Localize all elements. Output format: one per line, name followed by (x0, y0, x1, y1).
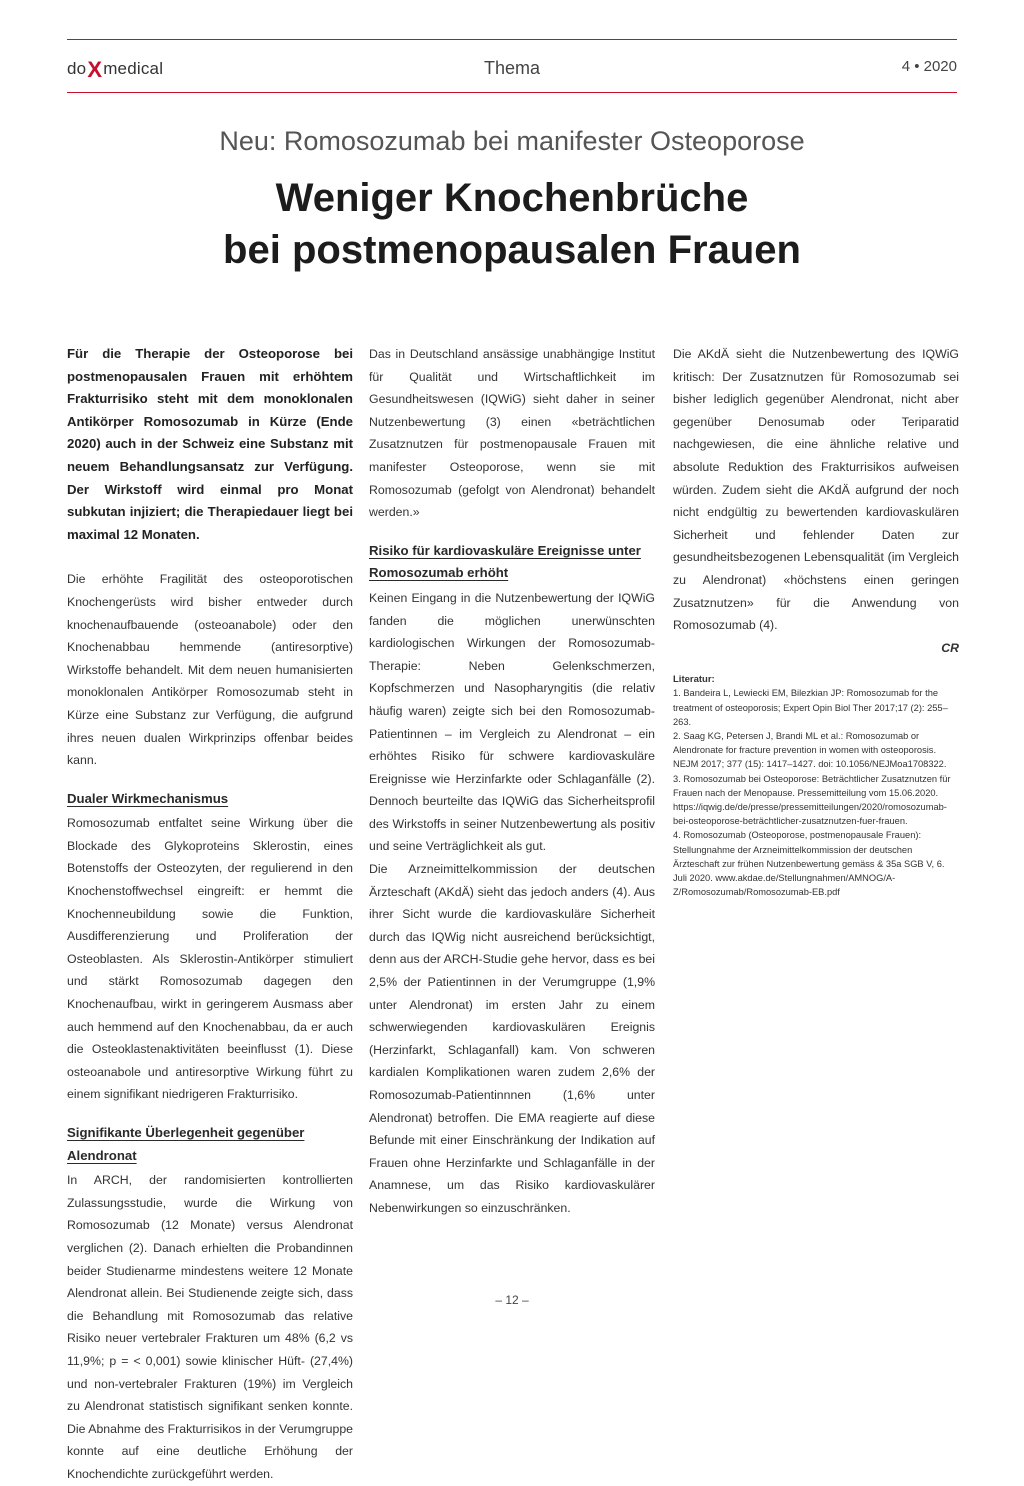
logo-text-post: medical (103, 59, 164, 78)
text-column-3 (673, 343, 959, 899)
logo-x-mark: X (87, 57, 103, 82)
page-number: – 12 – (495, 1293, 529, 1307)
paragraph-akda-critique: Die AKdÄ sieht die Nutzenbewertung des IQWiG kritisch: Der Zusatznutzen für Romosozumab sei bisher lediglich gegenüber Alendronat, nicht aber gegenüber Denosumab oder Teriparatid nachgewiesen, die eine ähnliche relative und absolute Reduktion des Frakturrisikos aufweisen würden. Zudem sieht die AKdÄ aufgrund der noch nicht endgültig zu bewertenden kardiovaskulären Sicherheit und fehlender Daten zur gesundheitsbezogenen Lebensqualität (im Vergleich zu Alendronat) «höchstens einen geringen Zusatznutzen» für die Anwendung von Romosozumab (4). (673, 347, 959, 633)
paragraph-mechanism: Romosozumab entfaltet seine Wirkung über die Blockade des Glykoproteins Sklerostin, eines Botenstoffs der Osteozyten, der regulierend in den Knochenstoffwechsel eingreift: er hemmt die Knochenneubildung sowie die Funktion, Ausdifferenzierung und Proliferation der Osteoblasten. Als Sklerostin-Antikörper stimuliert und stärkt Romosozumab dagegen den Knochenaufbau, wirkt in geringerem Ausmass aber auch hemmend auf den Knochenabbau, da er auch die Osteoklastenaktivitäten beeinflusst (1). Diese osteoanabole und antiresorptive Wirkung führt zu einem signifikant niedrigeren Frakturrisiko. (67, 816, 353, 1102)
logo-text-pre: do (67, 59, 87, 78)
literature-item: 1. Bandeira L, Lewiecki EM, Bilezkian JP: Romosozumab for the treatment of osteoporosis; Expert Opin Biol Ther 2017;17 (2): 255–263. (673, 688, 948, 727)
literature-title: Literatur: (673, 674, 715, 686)
header-bottom-rule (67, 92, 957, 93)
text-column-1 (67, 343, 353, 1486)
lead-paragraph: Für die Therapie der Osteoporose bei postmenopausalen Frauen mit erhöhtem Frakturrisiko steht mit dem monoklonalen Antikörper Romosozumab in Kürze (Ende 2020) auch in der Schweiz eine Substanz mit neuem Behandlungsansatz zur Verfügung. Der Wirkstoff wird einmal pro Monat subkutan injiziert; die Therapiedauer liegt bei maximal 12 Monaten. (67, 346, 353, 542)
literature-item: 3. Romosozumab bei Osteoporose: Beträchtlicher Zusatznutzen für Frauen nach der Menopause. Pressemitteilung vom 15.06.2020. https://iqwig.de/de/presse/pressemitteilungen/2020/romosozumab-bei-osteoporose-beträchtlicher-zusatznutzen-fuer-frauen. (673, 773, 951, 827)
subheading-cardio-risk: Risiko für kardiovaskuläre Ereignisse unter Romosozumab erhöht (369, 542, 641, 581)
header-top-rule (67, 39, 957, 40)
paragraph-akda: Die Arzneimittelkommission der deutschen Ärzteschaft (AKdÄ) sieht das jedoch anders (4). Aus ihrer Sicht wurde die kardiovaskuläre Sicherheit durch das IQWig nicht ausreichend berücksichtigt, denn aus der ARCH-Studie gehe hervor, dass es bei 2,5% der Patientinnen in der Verumgruppe (1,9% unter Alendronat) im ersten Jahr zu einem schwerwiegenden kardiovaskulären Ereignis (Herzinfarkt, Schlaganfall) kam. Von schweren kardialen Komplikationen waren zudem 2,6% der Romosozumab-Patientinnnen (1,6% unter Alendronat) betroffen. Die EMA reagierte auf diese Befunde mit einer Einschränkung der Indikation auf Frauen ohne Herzinfarkte und Schlaganfälle in der Anamnese, um das Risiko kardiovaskulärer Nebenwirkungen so einzuschränken. (369, 862, 655, 1215)
issue-number: 4 • 2020 (901, 58, 957, 75)
literature-list (673, 686, 959, 899)
section-label: Thema (483, 58, 541, 78)
paragraph-cardio: Keinen Eingang in die Nutzenbewertung der IQWiG fanden die möglichen unerwünschten kardiologischen Wirkungen der Romosozumab-Therapie: Neben Gelenkschmerzen, Kopfschmerzen und Nasopharyngitis (die relativ häufig waren) zeigte sich bei den Romosozumab-Patientinnen – im Vergleich zu Alendronat – ein erhöhtes Risiko für schwere kardiovaskuläre Ereignisse wie Herzinfarkte oder Schlaganfälle (2). Dennoch beurteilte das IQWiG das Sicherheitsprofil des Wirkstoffs in seiner Nutzenbewertung als positiv und seine Verträglichkeit als gut. (369, 590, 655, 854)
article-headline (0, 172, 1024, 276)
literature-item: 4. Romosozumab (Osteoporose, postmenopausale Frauen): Stellungnahme der Arzneimittelkommission der deutschen Ärzteschaft zur frühen Nutzenbewertung gemäss & 35a SGB V, 6. Juli 2020. www.akdae.de/Stellungnahmen/AMNOG/A-Z/Romosozumab/Romosozumab-EB.pdf (673, 830, 945, 898)
paragraph-iqwig-assessment: Das in Deutschland ansässige unabhängige Institut für Qualität und Wirtschaftlichkeit im Gesundheitswesen (IQWiG) sieht daher in seiner Nutzenbewertung (3) einen «beträchtlichen Zusatznutzen für postmenopausale Frauen mit manifester Osteoporose, wenn sie mit Romosozumab (gefolgt von Alendronat) behandelt werden.» (369, 347, 655, 520)
subheading-superiority: Signifikante Überlegenheit gegenüber Alendronat (67, 1125, 305, 1163)
article-kicker: Neu: Romosozumab bei manifester Osteoporose (219, 126, 805, 156)
headline-line-1: Weniger Knochenbrüche (275, 176, 749, 220)
intro-paragraph: Die erhöhte Fragilität des osteoporotischen Knochengerüsts wird bisher entweder durch knochenaufbauende (osteoanabole) oder den Knochenabbau hemmende (antiresorptive) Wirkstoffe behandelt. Mit dem neuen humanisierten monoklonalen Antikörper Romosozumab steht in Kürze eine Substanz zur Verfügung, die aufgrund ihres neuen dualen Wirkprinzips offenbar beides kann. (67, 572, 353, 768)
subheading-mechanism: Dualer Wirkmechanismus (67, 790, 229, 806)
author-signature: CR (941, 640, 959, 655)
paragraph-arch-study: In ARCH, der randomisierten kontrollierten Zulassungsstudie, wurde die Wirkung von Romosozumab (12 Monate) versus Alendronat verglichen (2). Danach erhielten die Probandinnen beider Studienarme mindestens weitere 12 Monate Alendronat allein. Bei Studienende zeigte sich, dass die Behandlung mit Romosozumab das relative Risiko neuer vertebraler Frakturen um 48% (6,2 vs 11,9%; p = < 0,001) sowie klinischer Hüft- (27,4%) und non-vertebraler Frakturen (19%) im Vergleich zu Alendronat statistisch signifikant senken konnte. Die Abnahme des Frakturrisikos in der Verumgruppe konnte auf eine deutliche Erhöhung der Knochendichte zurückgeführt werden. (67, 1173, 353, 1481)
literature-item: 2. Saag KG, Petersen J, Brandi ML et al.: Romosozumab or Alendronate for fracture prevention in women with osteoporosis. NEJM 2017; 377 (15): 1417–1427. doi: 10.1056/NEJMoa1708322. (673, 730, 947, 770)
text-column-2 (369, 343, 655, 1220)
headline-line-2: bei postmenopausalen Frauen (223, 228, 801, 272)
